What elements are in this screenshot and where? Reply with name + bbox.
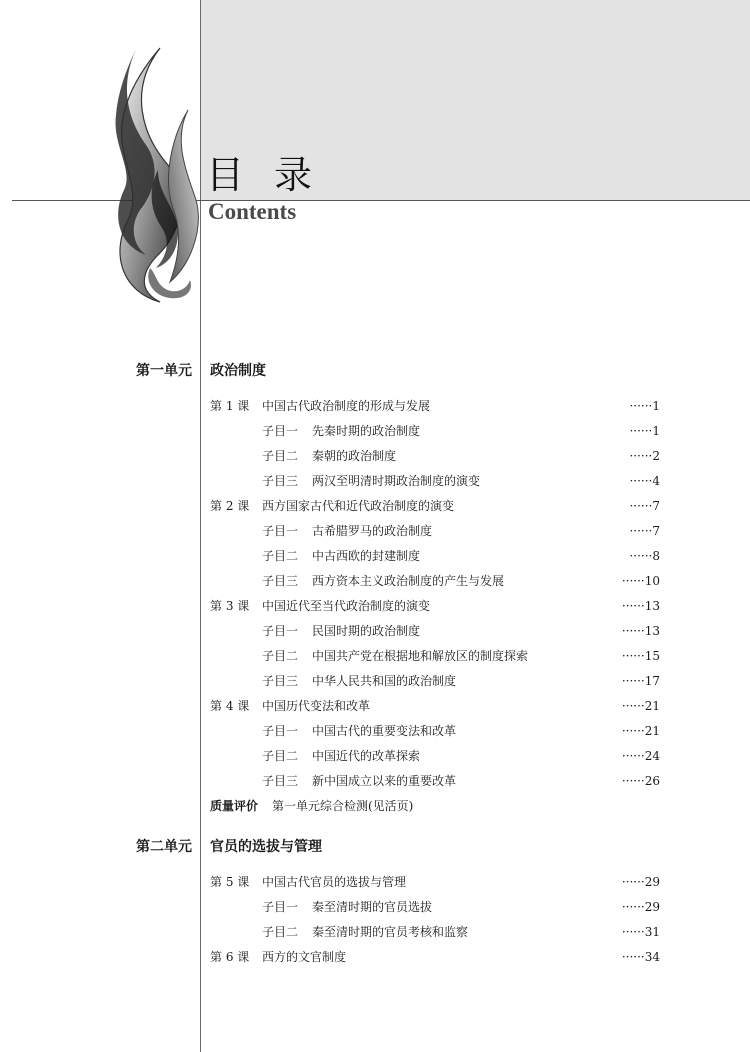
toc-evaluation-row[interactable] bbox=[210, 797, 660, 815]
entry-number: 子目二 bbox=[262, 749, 299, 763]
entry-number: 子目一 bbox=[262, 900, 299, 914]
entry-number: 子目三 bbox=[262, 774, 299, 788]
page-title: 目录 bbox=[206, 153, 343, 197]
entry-number: 子目二 bbox=[262, 925, 299, 939]
toc-lesson-row[interactable] bbox=[210, 497, 660, 515]
entry-page: ······29 bbox=[621, 875, 660, 889]
toc-subtopic-row[interactable] bbox=[210, 447, 660, 465]
entry-page: ······13 bbox=[621, 624, 660, 638]
entry-page: ······13 bbox=[621, 599, 660, 613]
toc-subtopic-row[interactable] bbox=[210, 772, 660, 790]
toc-subtopic-row[interactable] bbox=[210, 672, 660, 690]
entry-number: 子目三 bbox=[262, 474, 299, 488]
toc-subtopic-row[interactable] bbox=[210, 572, 660, 590]
entry-page: ······24 bbox=[621, 749, 660, 763]
entry-title: 中古西欧的封建制度 bbox=[312, 549, 421, 563]
entry-number: 子目一 bbox=[262, 724, 299, 738]
unit-title: 官员的选拔与管理 bbox=[210, 839, 322, 855]
entry-title: 中国古代的重要变法和改革 bbox=[312, 724, 457, 738]
entry-number: 子目一 bbox=[262, 524, 299, 538]
entry-number: 子目一 bbox=[262, 624, 299, 638]
toc-lesson-row[interactable] bbox=[210, 948, 660, 966]
entry-page: ······31 bbox=[621, 925, 660, 939]
entry-number: 子目三 bbox=[262, 674, 299, 688]
toc-subtopic-row[interactable] bbox=[210, 647, 660, 665]
entry-title: 中华人民共和国的政治制度 bbox=[312, 674, 457, 688]
unit-label: 第二单元 bbox=[136, 839, 192, 855]
entry-title: 古希腊罗马的政治制度 bbox=[312, 524, 433, 538]
entry-number: 子目一 bbox=[262, 424, 299, 438]
entry-title: 秦朝的政治制度 bbox=[312, 449, 397, 463]
toc-subtopic-row[interactable] bbox=[210, 722, 660, 740]
toc-lesson-row[interactable] bbox=[210, 397, 660, 415]
entry-number: 第 4 课 bbox=[210, 699, 250, 713]
entry-number: 子目二 bbox=[262, 449, 299, 463]
entry-number: 第 6 课 bbox=[210, 950, 250, 964]
entry-number: 第 5 课 bbox=[210, 875, 250, 889]
toc-subtopic-row[interactable] bbox=[210, 898, 660, 916]
entry-number: 子目三 bbox=[262, 574, 299, 588]
entry-page: ······4 bbox=[629, 474, 660, 488]
entry-number: 子目二 bbox=[262, 649, 299, 663]
entry-page: ······1 bbox=[629, 399, 660, 413]
entry-title: 第一单元综合检测(见活页) bbox=[272, 799, 414, 813]
page-subtitle: Contents bbox=[208, 199, 297, 224]
toc-lesson-row[interactable] bbox=[210, 873, 660, 891]
entry-page: ······10 bbox=[621, 574, 660, 588]
flame-logo bbox=[98, 40, 208, 310]
entry-page: ······29 bbox=[621, 900, 660, 914]
entry-page: ······17 bbox=[621, 674, 660, 688]
unit-title: 政治制度 bbox=[210, 363, 266, 379]
entry-title: 新中国成立以来的重要改革 bbox=[312, 774, 457, 788]
toc-lesson-row[interactable] bbox=[210, 597, 660, 615]
entry-number: 质量评价 bbox=[210, 799, 259, 813]
entry-page: ······1 bbox=[629, 424, 660, 438]
entry-title: 秦至清时期的官员考核和监察 bbox=[312, 925, 469, 939]
toc-subtopic-row[interactable] bbox=[210, 472, 660, 490]
entry-number: 第 1 课 bbox=[210, 399, 250, 413]
entry-number: 第 2 课 bbox=[210, 499, 250, 513]
toc-subtopic-row[interactable] bbox=[210, 422, 660, 440]
entry-title: 秦至清时期的官员选拔 bbox=[312, 900, 433, 914]
entry-page: ······26 bbox=[621, 774, 660, 788]
entry-page: ······7 bbox=[629, 524, 660, 538]
entry-title: 先秦时期的政治制度 bbox=[312, 424, 421, 438]
entry-page: ······21 bbox=[621, 699, 660, 713]
toc-subtopic-row[interactable] bbox=[210, 622, 660, 640]
entry-title: 中国近代的改革探索 bbox=[312, 749, 421, 763]
entry-page: ······21 bbox=[621, 724, 660, 738]
entry-title: 中国古代官员的选拔与管理 bbox=[262, 875, 407, 889]
toc-subtopic-row[interactable] bbox=[210, 547, 660, 565]
entry-page: ······15 bbox=[621, 649, 660, 663]
unit-label: 第一单元 bbox=[136, 363, 192, 379]
entry-title: 中国古代政治制度的形成与发展 bbox=[262, 399, 431, 413]
entry-title: 两汉至明清时期政治制度的演变 bbox=[312, 474, 481, 488]
toc-subtopic-row[interactable] bbox=[210, 522, 660, 540]
entry-number: 第 3 课 bbox=[210, 599, 250, 613]
entry-title: 西方国家古代和近代政治制度的演变 bbox=[262, 499, 455, 513]
toc-lesson-row[interactable] bbox=[210, 697, 660, 715]
entry-title: 中国近代至当代政治制度的演变 bbox=[262, 599, 431, 613]
entry-title: 西方资本主义政治制度的产生与发展 bbox=[312, 574, 505, 588]
entry-title: 民国时期的政治制度 bbox=[312, 624, 421, 638]
entry-page: ······34 bbox=[621, 950, 660, 964]
entry-title: 西方的文官制度 bbox=[262, 950, 347, 964]
toc-subtopic-row[interactable] bbox=[210, 747, 660, 765]
entry-title: 中国共产党在根据地和解放区的制度探索 bbox=[312, 649, 529, 663]
entry-page: ······8 bbox=[629, 549, 660, 563]
entry-page: ······2 bbox=[629, 449, 660, 463]
entry-number: 子目二 bbox=[262, 549, 299, 563]
entry-title: 中国历代变法和改革 bbox=[262, 699, 371, 713]
entry-page: ······7 bbox=[629, 499, 660, 513]
toc-subtopic-row[interactable] bbox=[210, 923, 660, 941]
